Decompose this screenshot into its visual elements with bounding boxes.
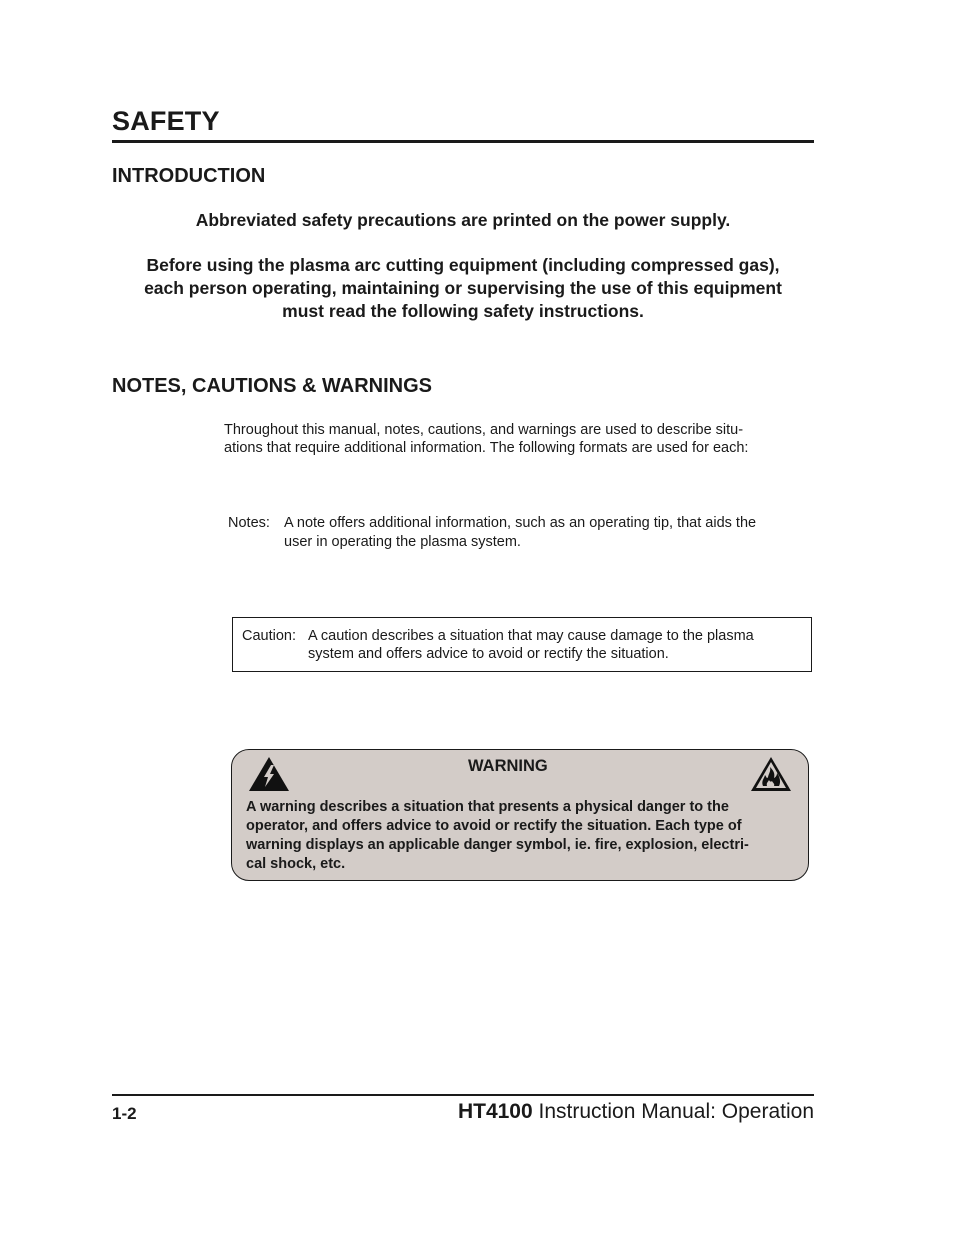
intro-instruction-line-1: Before using the plasma arc cutting equipment (including compressed gas), xyxy=(146,255,780,275)
footer-model: HT4100 xyxy=(457,1100,533,1123)
format-intro-line-2: ations that require additional information. The following formats are used for each: xyxy=(224,440,749,456)
note-text-line-2: user in operating the plasma system. xyxy=(284,534,521,550)
warning-title: WARNING xyxy=(468,757,548,775)
page-number: 1-2 xyxy=(112,1104,137,1123)
warning-text-line-1: A warning describes a situation that presents a physical danger to the xyxy=(246,799,729,815)
caution-text-line-1: A caution describes a situation that may cause damage to the plasma xyxy=(308,628,754,644)
note-text-line-1: A note offers additional information, such as an operating tip, that aids the xyxy=(284,515,757,531)
intro-precautions-line: Abbreviated safety precautions are printed on the power supply. xyxy=(195,210,731,230)
format-intro-line-1: Throughout this manual, notes, cautions, and warnings are used to describe situ- xyxy=(224,422,744,438)
fire-icon xyxy=(749,755,793,793)
footer-title xyxy=(458,1100,814,1124)
header-rule xyxy=(112,140,814,143)
caution-text-line-2: system and offers advice to avoid or rectify the situation. xyxy=(308,646,669,662)
intro-instruction-line-2: each person operating, maintaining or supervising the use of this equipment xyxy=(144,278,782,298)
electric-shock-icon xyxy=(247,755,291,793)
note-label: Notes: xyxy=(228,515,270,531)
page-title: SAFETY xyxy=(112,106,220,136)
warning-text-line-4: cal shock, etc. xyxy=(246,856,346,872)
footer-rule xyxy=(112,1094,814,1096)
caution-label: Caution: xyxy=(242,628,297,644)
intro-instruction-line-3: must read the following safety instructions. xyxy=(282,301,644,321)
warning-text-line-3: warning displays an applicable danger symbol, ie. fire, explosion, electri- xyxy=(246,837,749,853)
warning-text-line-2: operator, and offers advice to avoid or rectify the situation. Each type of xyxy=(246,818,742,834)
introduction-heading: INTRODUCTION xyxy=(112,165,266,187)
notes-cautions-warnings-heading: NOTES, CAUTIONS & WARNINGS xyxy=(112,375,433,397)
footer-manual-name: Instruction Manual: Operation xyxy=(538,1100,814,1123)
